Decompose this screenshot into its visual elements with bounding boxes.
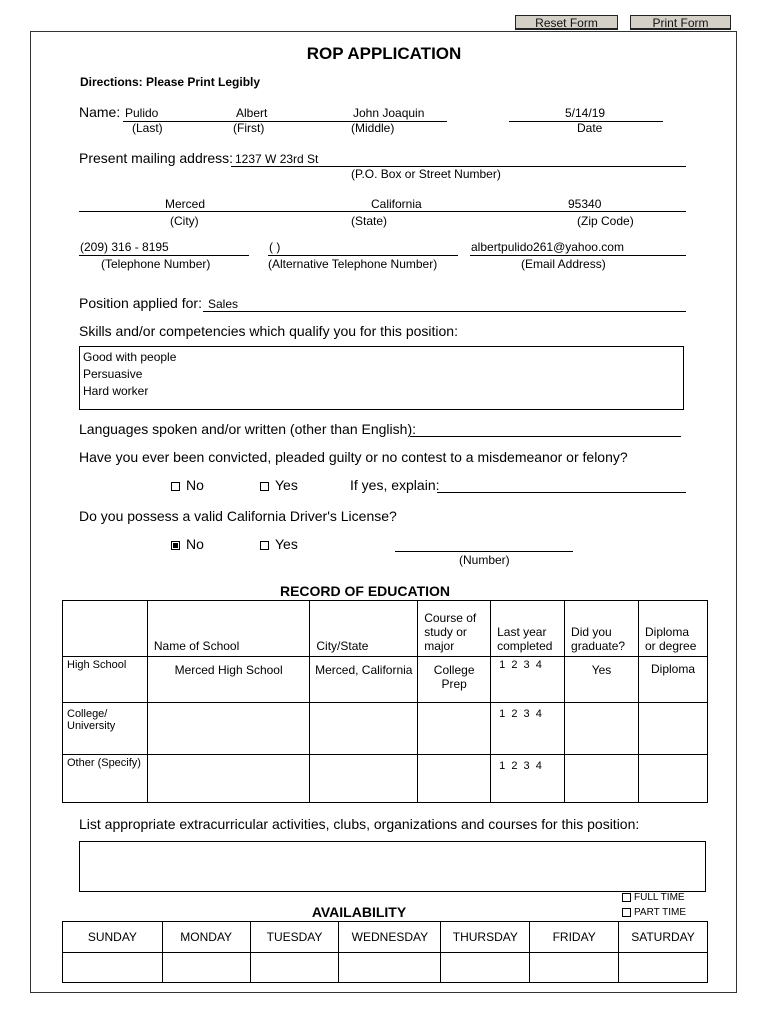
course-cell[interactable] <box>418 755 491 803</box>
availability-cell[interactable] <box>162 953 250 983</box>
last-caption: (Last) <box>132 121 163 135</box>
availability-cell[interactable] <box>339 953 441 983</box>
phone-caption: (Telephone Number) <box>101 257 211 271</box>
name-label: Name: <box>79 104 121 120</box>
position-field[interactable]: Sales <box>208 297 239 311</box>
day-tuesday: TUESDAY <box>250 922 339 953</box>
day-saturday: SATURDAY <box>619 922 708 953</box>
alt-phone-field[interactable]: ( ) <box>269 240 281 254</box>
conviction-question: Have you ever been convicted, pleaded guilty or no contest to a misdemeanor or felony? <box>79 449 628 465</box>
header-diploma: Diploma or degree <box>639 601 708 657</box>
explain-line[interactable] <box>437 492 686 493</box>
table-row <box>63 703 708 755</box>
checkbox-icon[interactable] <box>171 482 180 491</box>
header-year: Last year completed <box>491 601 565 657</box>
skills-line: Hard worker <box>83 384 149 398</box>
city-field[interactable]: Merced <box>165 197 206 211</box>
middle-caption: (Middle) <box>351 121 395 135</box>
middle-name-field[interactable]: John Joaquin <box>353 106 425 120</box>
position-line <box>203 311 686 312</box>
zip-caption: (Zip Code) <box>577 214 634 228</box>
day-monday: MONDAY <box>162 922 250 953</box>
diploma-cell[interactable]: Diploma <box>639 657 708 703</box>
alt-phone-line <box>268 255 458 256</box>
skills-label: Skills and/or competencies which qualify you for this position: <box>79 323 458 339</box>
day-wednesday: WEDNESDAY <box>339 922 441 953</box>
graduated-cell[interactable]: Yes <box>565 657 639 703</box>
state-field[interactable]: California <box>371 197 422 211</box>
header-graduated: Did you graduate? <box>565 601 639 657</box>
state-caption: (State) <box>351 214 388 228</box>
phone-field[interactable]: (209) 316 - 8195 <box>80 240 169 254</box>
extracurricular-label: List appropriate extracurricular activities, clubs, organizations and courses for this position: <box>79 816 640 832</box>
diploma-cell[interactable] <box>639 755 708 803</box>
alt-phone-caption: (Alternative Telephone Number) <box>268 257 438 271</box>
date-field[interactable]: 5/14/19 <box>565 106 606 120</box>
languages-label: Languages spoken and/or written (other than English): <box>79 421 416 437</box>
city-cell[interactable] <box>310 755 418 803</box>
languages-line[interactable] <box>410 436 681 437</box>
day-sunday: SUNDAY <box>63 922 163 953</box>
street-caption: (P.O. Box or Street Number) <box>351 167 501 181</box>
education-table <box>62 600 708 803</box>
form-title: ROP APPLICATION <box>306 44 462 63</box>
diploma-cell[interactable] <box>639 703 708 755</box>
license-no-option[interactable]: No <box>171 536 204 552</box>
address-label: Present mailing address: <box>79 150 234 166</box>
license-yes-option[interactable]: Yes <box>260 536 298 552</box>
extracurricular-textarea[interactable] <box>79 841 706 892</box>
header-blank <box>63 601 148 657</box>
city-state-zip-line <box>79 211 686 212</box>
email-field[interactable]: albertpulido261@yahoo.com <box>471 240 624 254</box>
email-line <box>470 255 686 256</box>
skills-textarea[interactable] <box>79 346 684 410</box>
year-cell[interactable]: 1 2 3 4 <box>491 703 565 755</box>
last-name-field[interactable]: Pulido <box>125 106 159 120</box>
city-cell[interactable] <box>310 703 418 755</box>
year-cell[interactable]: 1 2 3 4 <box>491 755 565 803</box>
school-cell[interactable] <box>147 755 310 803</box>
city-cell[interactable]: Merced, California <box>310 657 418 703</box>
directions: Directions: Please Print Legibly <box>80 75 261 89</box>
school-cell[interactable] <box>147 703 310 755</box>
row-label: High School <box>63 657 148 703</box>
header-city: City/State <box>310 601 418 657</box>
print-form-button[interactable]: Print Form <box>630 15 731 30</box>
row-label: Other (Specify) <box>63 755 148 803</box>
header-school: Name of School <box>147 601 310 657</box>
position-label: Position applied for: <box>79 295 202 311</box>
day-thursday: THURSDAY <box>441 922 530 953</box>
phone-line <box>79 255 249 256</box>
street-field[interactable]: 1237 W 23rd St <box>235 152 319 166</box>
conviction-no-option[interactable]: No <box>171 477 204 493</box>
course-cell[interactable]: College Prep <box>418 657 491 703</box>
availability-cell[interactable] <box>441 953 530 983</box>
reset-form-button[interactable]: Reset Form <box>515 15 618 30</box>
email-caption: (Email Address) <box>521 257 606 271</box>
license-question: Do you possess a valid California Driver's License? <box>79 508 397 524</box>
first-caption: (First) <box>233 121 265 135</box>
checkbox-icon[interactable] <box>260 541 269 550</box>
license-number-line[interactable] <box>395 551 573 552</box>
city-caption: (City) <box>170 214 199 228</box>
zip-field[interactable]: 95340 <box>568 197 602 211</box>
table-row <box>63 657 708 703</box>
year-cell[interactable]: 1 2 3 4 <box>491 657 565 703</box>
school-cell[interactable]: Merced High School <box>147 657 310 703</box>
explain-label: If yes, explain: <box>350 477 440 493</box>
education-title: RECORD OF EDUCATION <box>279 583 451 599</box>
skills-line: Good with people <box>83 350 177 364</box>
graduated-cell[interactable] <box>565 755 639 803</box>
license-number-caption: (Number) <box>459 553 510 567</box>
availability-cell[interactable] <box>619 953 708 983</box>
part-time-option[interactable]: PART TIME <box>622 907 686 918</box>
row-label: College/ University <box>63 703 148 755</box>
availability-cell[interactable] <box>63 953 163 983</box>
full-time-option[interactable]: FULL TIME <box>622 892 685 903</box>
first-name-field[interactable]: Albert <box>236 106 268 120</box>
table-row <box>63 755 708 803</box>
availability-title: AVAILABILITY <box>311 904 407 920</box>
day-friday: FRIDAY <box>530 922 619 953</box>
checked-checkbox-icon[interactable] <box>171 541 180 550</box>
name-line <box>123 121 447 122</box>
availability-cell[interactable] <box>530 953 619 983</box>
skills-line: Persuasive <box>83 367 143 381</box>
date-caption: Date <box>577 121 603 135</box>
header-course: Course of study or major <box>418 601 491 657</box>
conviction-yes-option[interactable]: Yes <box>260 477 298 493</box>
availability-cell[interactable] <box>250 953 339 983</box>
course-cell[interactable] <box>418 703 491 755</box>
checkbox-icon[interactable] <box>622 893 631 902</box>
availability-table <box>62 921 708 983</box>
checkbox-icon[interactable] <box>260 482 269 491</box>
graduated-cell[interactable] <box>565 703 639 755</box>
